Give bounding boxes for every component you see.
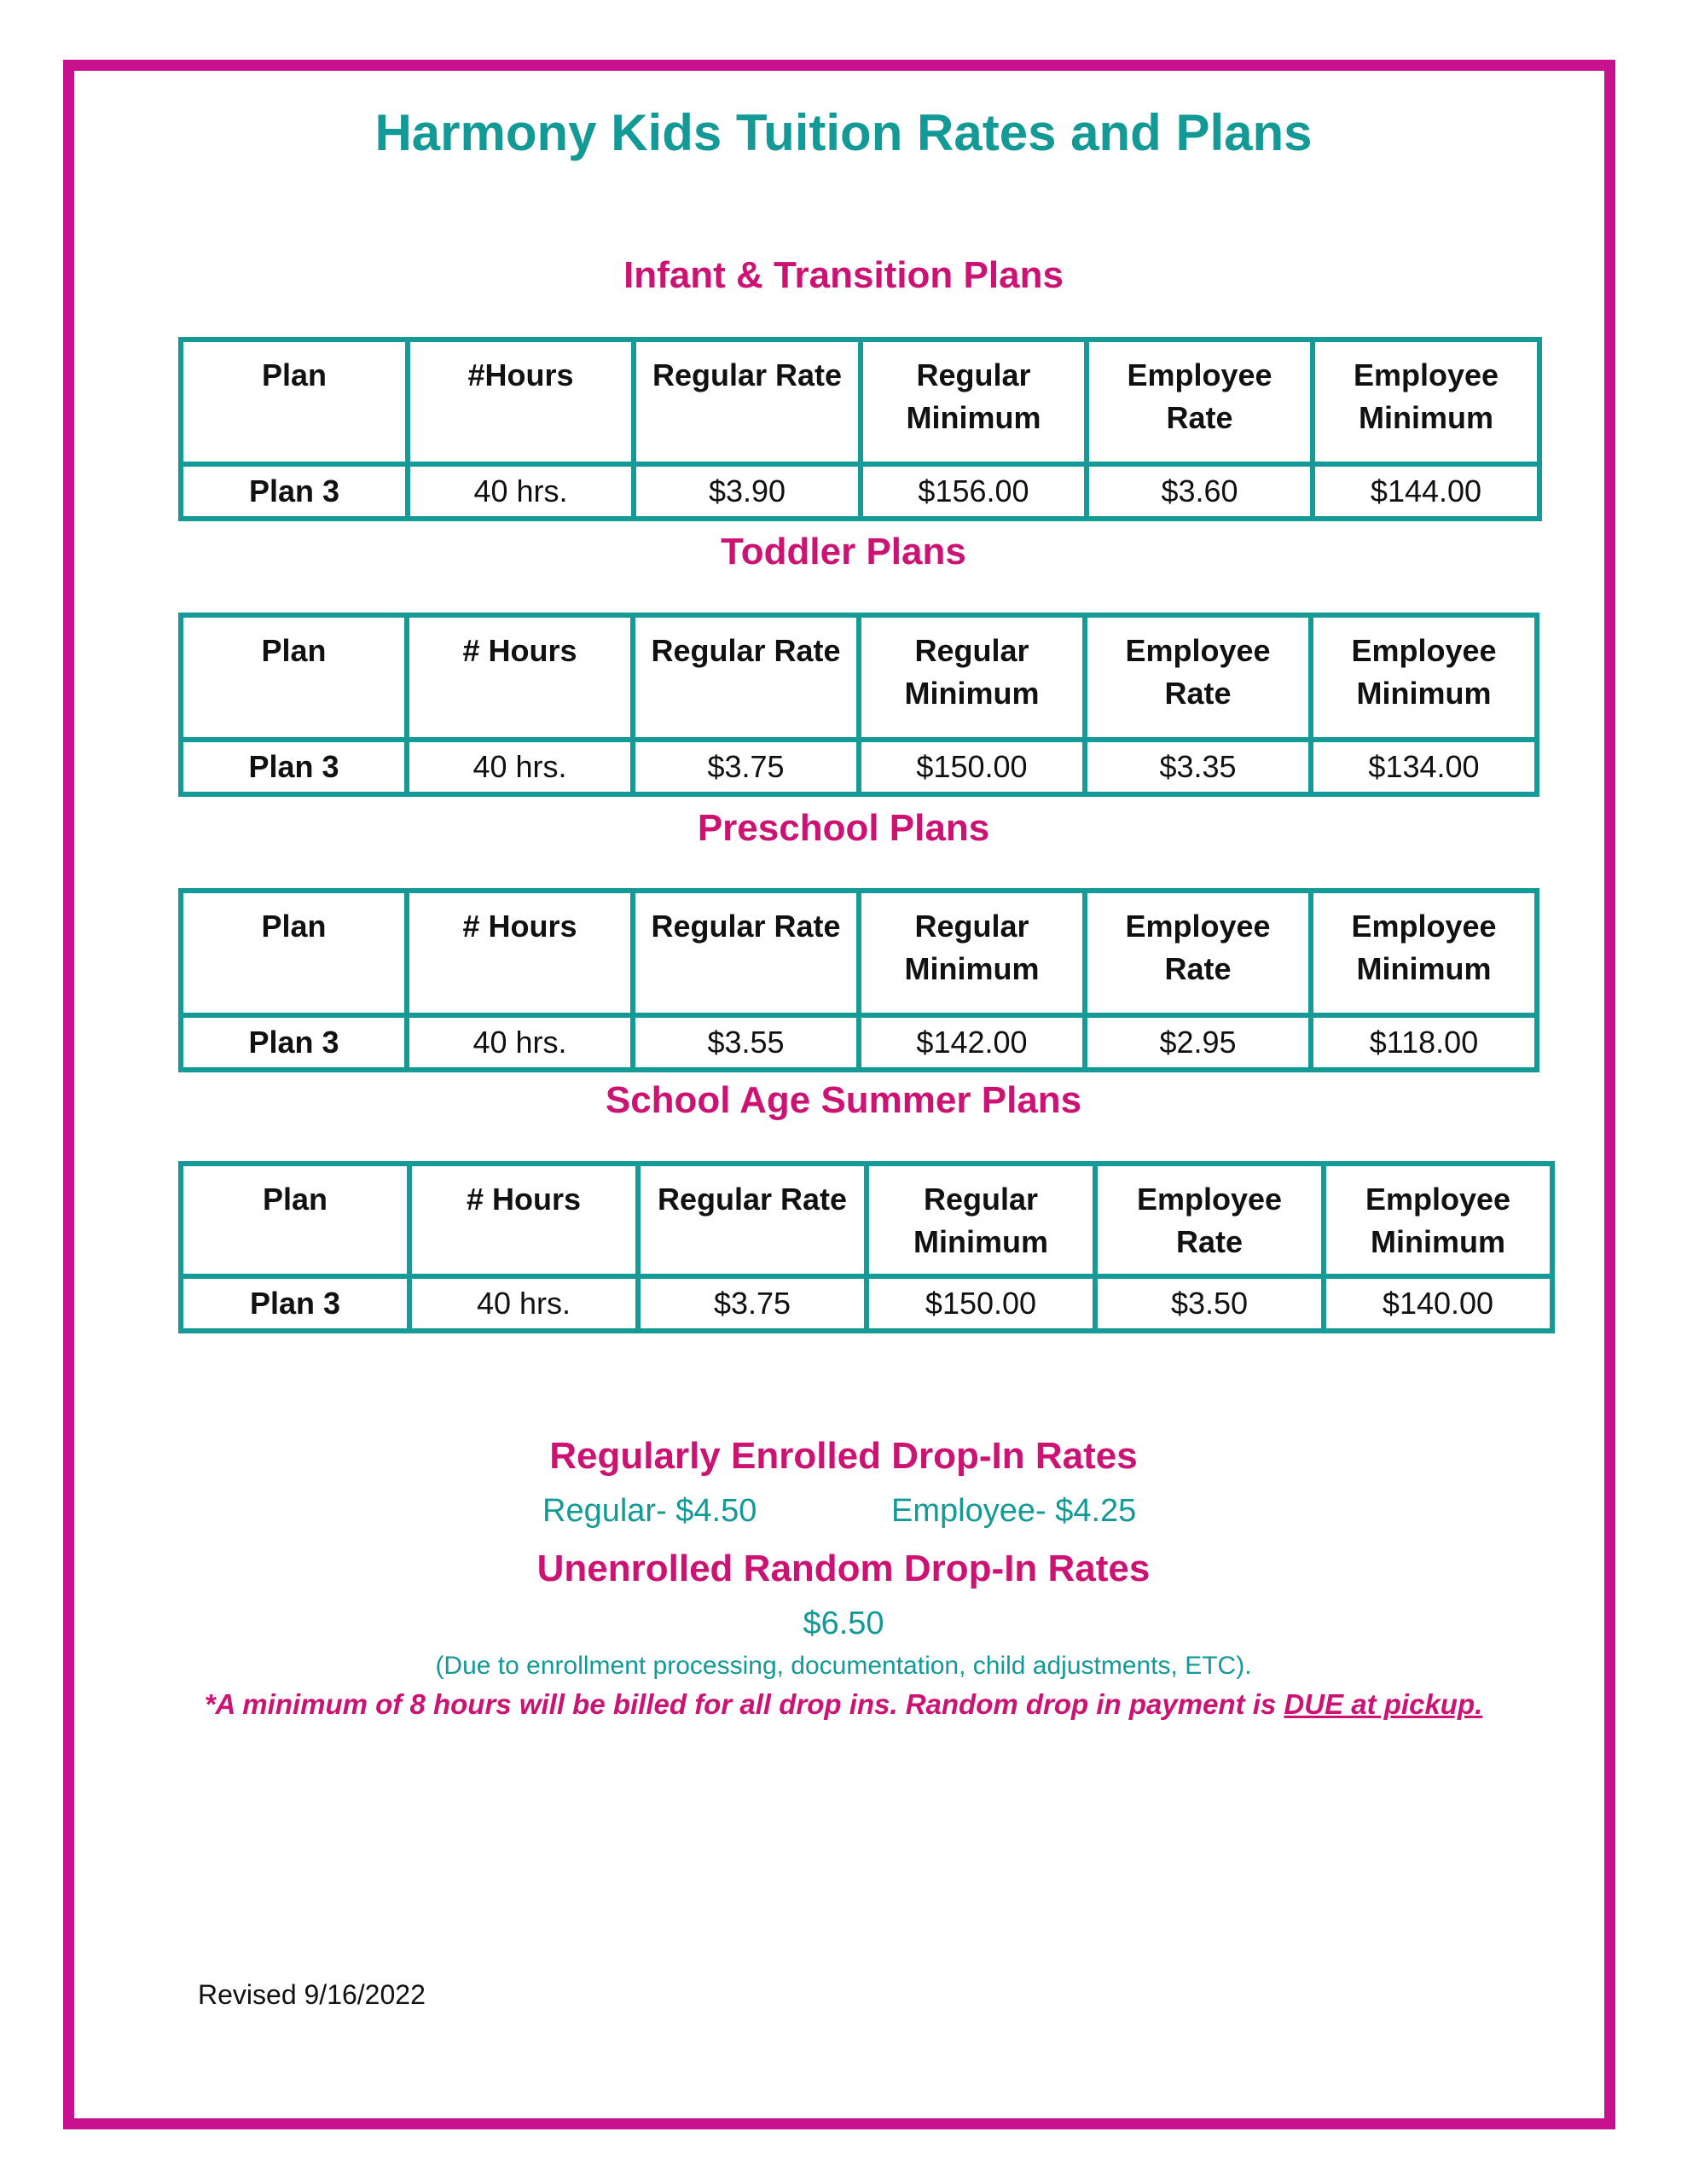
cell-hours: 40 hrs. [410, 467, 631, 516]
header-hours: #Hours [410, 342, 631, 462]
cell-plan: Plan 3 [183, 1018, 404, 1067]
header-employee-minimum: Employee Minimum [1313, 618, 1534, 737]
cell-hours: 40 hrs. [409, 742, 630, 792]
cell-plan: Plan 3 [183, 1279, 407, 1328]
cell-regular-rate: $3.90 [636, 467, 858, 516]
preschool-table [178, 888, 1539, 1072]
cell-regular-minimum: $156.00 [863, 467, 1084, 516]
toddler-table [178, 613, 1539, 797]
header-employee-rate: Employee Rate [1089, 342, 1310, 462]
header-employee-minimum: Employee Minimum [1315, 342, 1537, 462]
cell-employee-rate: $3.50 [1098, 1279, 1321, 1328]
cell-plan: Plan 3 [183, 742, 404, 792]
revised-date: Revised 9/16/2022 [198, 1979, 426, 2010]
unenrolled-drop-in-heading: Unenrolled Random Drop-In Rates [536, 1548, 1151, 1589]
header-employee-rate: Employee Rate [1087, 618, 1308, 737]
header-employee-minimum: Employee Minimum [1326, 1166, 1550, 1274]
drop-in-billing-note [0, 1687, 1687, 1722]
cell-hours: 40 hrs. [412, 1279, 635, 1328]
infant-transition-table [178, 337, 1542, 521]
table-row [183, 742, 1534, 792]
cell-regular-rate: $3.75 [635, 742, 856, 792]
drop-in-employee-rate: Employee- $4.25 [891, 1493, 1137, 1529]
table-row [183, 467, 1537, 516]
cell-regular-minimum: $150.00 [869, 1279, 1093, 1328]
header-regular-rate: Regular Rate [635, 618, 856, 737]
table-header-row [183, 618, 1534, 737]
table-header-row [183, 893, 1534, 1013]
cell-employee-minimum: $140.00 [1326, 1279, 1550, 1328]
cell-employee-rate: $2.95 [1087, 1018, 1308, 1067]
header-regular-rate: Regular Rate [641, 1166, 864, 1274]
cell-plan: Plan 3 [183, 467, 405, 516]
cell-regular-minimum: $142.00 [861, 1018, 1082, 1067]
infant-transition-heading: Infant & Transition Plans [623, 254, 1064, 296]
cell-employee-minimum: $118.00 [1313, 1018, 1534, 1067]
note-due-at-pickup: DUE at pickup. [1284, 1688, 1483, 1720]
cell-employee-minimum: $134.00 [1313, 742, 1534, 792]
header-regular-minimum: Regular Minimum [861, 893, 1082, 1013]
header-regular-rate: Regular Rate [635, 893, 856, 1013]
toddler-heading: Toddler Plans [721, 531, 966, 572]
header-employee-rate: Employee Rate [1087, 893, 1308, 1013]
header-employee-rate: Employee Rate [1098, 1166, 1321, 1274]
table-header-row [183, 342, 1537, 462]
unenrolled-drop-in-rate: $6.50 [803, 1606, 884, 1641]
preschool-heading: Preschool Plans [697, 807, 990, 849]
table-row [183, 1279, 1550, 1328]
header-employee-minimum: Employee Minimum [1313, 893, 1534, 1013]
note-main-text: *A minimum of 8 hours will be billed for all drop ins. Random drop in payment is [204, 1688, 1284, 1720]
header-regular-minimum: Regular Minimum [863, 342, 1084, 462]
cell-hours: 40 hrs. [409, 1018, 630, 1067]
cell-regular-rate: $3.55 [635, 1018, 856, 1067]
school-age-summer-table [178, 1161, 1555, 1333]
drop-in-regular-rate: Regular- $4.50 [542, 1493, 757, 1529]
cell-regular-minimum: $150.00 [861, 742, 1082, 792]
page-title: Harmony Kids Tuition Rates and Plans [374, 104, 1313, 161]
header-plan: Plan [183, 342, 405, 462]
header-regular-minimum: Regular Minimum [861, 618, 1082, 737]
unenrolled-reason: (Due to enrollment processing, documentation, child adjustments, ETC). [435, 1652, 1252, 1680]
cell-regular-rate: $3.75 [641, 1279, 864, 1328]
school-age-summer-heading: School Age Summer Plans [605, 1079, 1082, 1121]
table-header-row [183, 1166, 1550, 1274]
header-plan: Plan [183, 618, 404, 737]
cell-employee-rate: $3.35 [1087, 742, 1308, 792]
header-hours: # Hours [409, 893, 630, 1013]
header-plan: Plan [183, 1166, 407, 1274]
header-hours: # Hours [412, 1166, 635, 1274]
enrolled-drop-in-heading: Regularly Enrolled Drop-In Rates [549, 1435, 1138, 1477]
table-row [183, 1018, 1534, 1067]
header-regular-rate: Regular Rate [636, 342, 858, 462]
cell-employee-minimum: $144.00 [1315, 467, 1537, 516]
header-regular-minimum: Regular Minimum [869, 1166, 1093, 1274]
cell-employee-rate: $3.60 [1089, 467, 1310, 516]
header-hours: # Hours [409, 618, 630, 737]
header-plan: Plan [183, 893, 404, 1013]
